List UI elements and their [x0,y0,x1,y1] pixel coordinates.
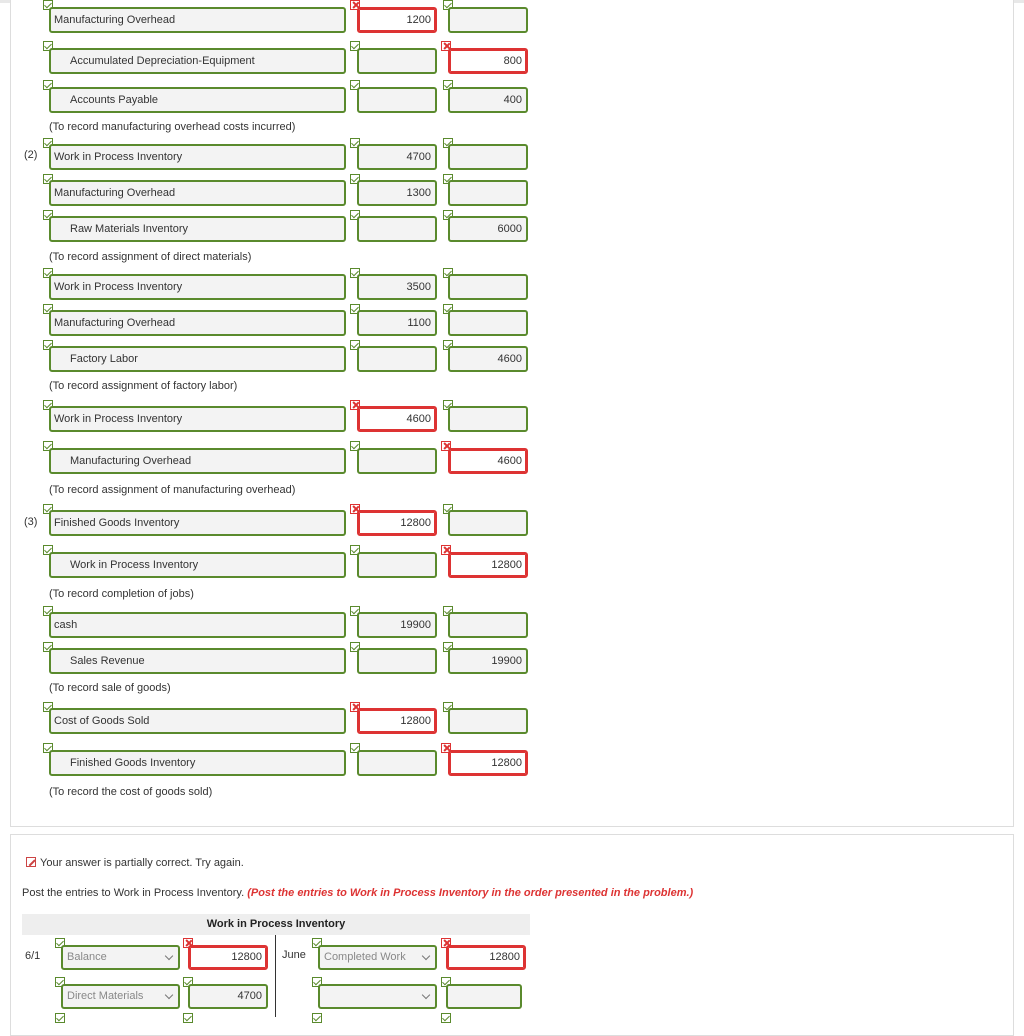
left-amount-field[interactable]: 12800 [188,945,268,970]
right-entry-select[interactable] [318,984,437,1009]
instruction-text: Post the entries to Work in Process Inventory. [22,887,245,899]
account-field[interactable]: Accumulated Depreciation-Equipment [49,48,346,74]
account-field[interactable]: Sales Revenue [49,648,346,674]
credit-field[interactable] [448,612,528,638]
right-entry-select[interactable]: Completed Work [318,945,437,970]
credit-field[interactable]: 400 [448,87,528,113]
account-field[interactable]: Work in Process Inventory [49,144,346,170]
instruction-emphasis: (Post the entries to Work in Process Inventory in the order presented in the problem.) [247,887,694,899]
debit-field[interactable]: 12800 [357,510,437,536]
debit-field[interactable]: 4700 [357,144,437,170]
instruction [22,887,693,899]
account-field[interactable]: Work in Process Inventory [49,406,346,432]
credit-field[interactable] [448,7,528,33]
debit-field[interactable]: 1300 [357,180,437,206]
account-field[interactable]: Finished Goods Inventory [49,750,346,776]
credit-field[interactable] [448,144,528,170]
entry-memo: (To record manufacturing overhead costs incurred) [49,121,296,133]
left-amount-field[interactable]: 4700 [188,984,268,1009]
entry-memo: (To record assignment of direct materials) [49,251,252,263]
t-account-divider [275,935,276,1017]
credit-field[interactable] [448,274,528,300]
entry-memo: (To record assignment of manufacturing overhead) [49,484,296,496]
account-field[interactable]: Work in Process Inventory [49,552,346,578]
credit-field[interactable]: 12800 [448,750,528,776]
account-field[interactable]: Finished Goods Inventory [49,510,346,536]
debit-field[interactable]: 3500 [357,274,437,300]
date-label: 6/1 [25,950,41,962]
check-ok-icon [312,1013,322,1023]
debit-field[interactable]: 4600 [357,406,437,432]
account-field[interactable]: Cost of Goods Sold [49,708,346,734]
credit-field[interactable]: 4600 [448,346,528,372]
debit-field[interactable] [357,346,437,372]
credit-field[interactable] [448,510,528,536]
credit-field[interactable]: 6000 [448,216,528,242]
account-field[interactable]: Work in Process Inventory [49,274,346,300]
debit-field[interactable]: 19900 [357,612,437,638]
account-field[interactable]: Manufacturing Overhead [49,310,346,336]
debit-field[interactable]: 1200 [357,7,437,33]
right-amount-field[interactable]: 12800 [446,945,526,970]
entry-number: (2) [24,149,38,161]
entry-memo: (To record assignment of factory labor) [49,380,238,392]
credit-field[interactable]: 12800 [448,552,528,578]
account-field[interactable]: Accounts Payable [49,87,346,113]
check-ok-icon [55,1013,65,1023]
debit-field[interactable] [357,87,437,113]
debit-field[interactable]: 1100 [357,310,437,336]
debit-field[interactable] [357,48,437,74]
entry-memo: (To record the cost of goods sold) [49,786,213,798]
debit-field[interactable]: 12800 [357,708,437,734]
partially-correct-icon [26,857,36,867]
credit-field[interactable]: 19900 [448,648,528,674]
debit-field[interactable] [357,750,437,776]
account-field[interactable]: Manufacturing Overhead [49,448,346,474]
credit-field[interactable] [448,180,528,206]
credit-field[interactable] [448,310,528,336]
feedback-status-text: Your answer is partially correct. Try again. [40,857,244,869]
credit-field[interactable]: 4600 [448,448,528,474]
credit-field[interactable] [448,708,528,734]
date-label: June [282,949,306,961]
left-entry-select[interactable]: Direct Materials [61,984,180,1009]
account-field[interactable]: Manufacturing Overhead [49,7,346,33]
debit-field[interactable] [357,552,437,578]
left-entry-select[interactable]: Balance [61,945,180,970]
debit-field[interactable] [357,448,437,474]
credit-field[interactable] [448,406,528,432]
account-field[interactable]: cash [49,612,346,638]
debit-field[interactable] [357,648,437,674]
check-ok-icon [441,1013,451,1023]
credit-field[interactable]: 800 [448,48,528,74]
t-account-title: Work in Process Inventory [22,914,530,935]
feedback-status [26,857,244,869]
right-amount-field[interactable] [446,984,522,1009]
entry-number: (3) [24,516,38,528]
account-field[interactable]: Factory Labor [49,346,346,372]
entry-memo: (To record completion of jobs) [49,588,194,600]
entry-memo: (To record sale of goods) [49,682,171,694]
check-ok-icon [183,1013,193,1023]
account-field[interactable]: Raw Materials Inventory [49,216,346,242]
debit-field[interactable] [357,216,437,242]
account-field[interactable]: Manufacturing Overhead [49,180,346,206]
